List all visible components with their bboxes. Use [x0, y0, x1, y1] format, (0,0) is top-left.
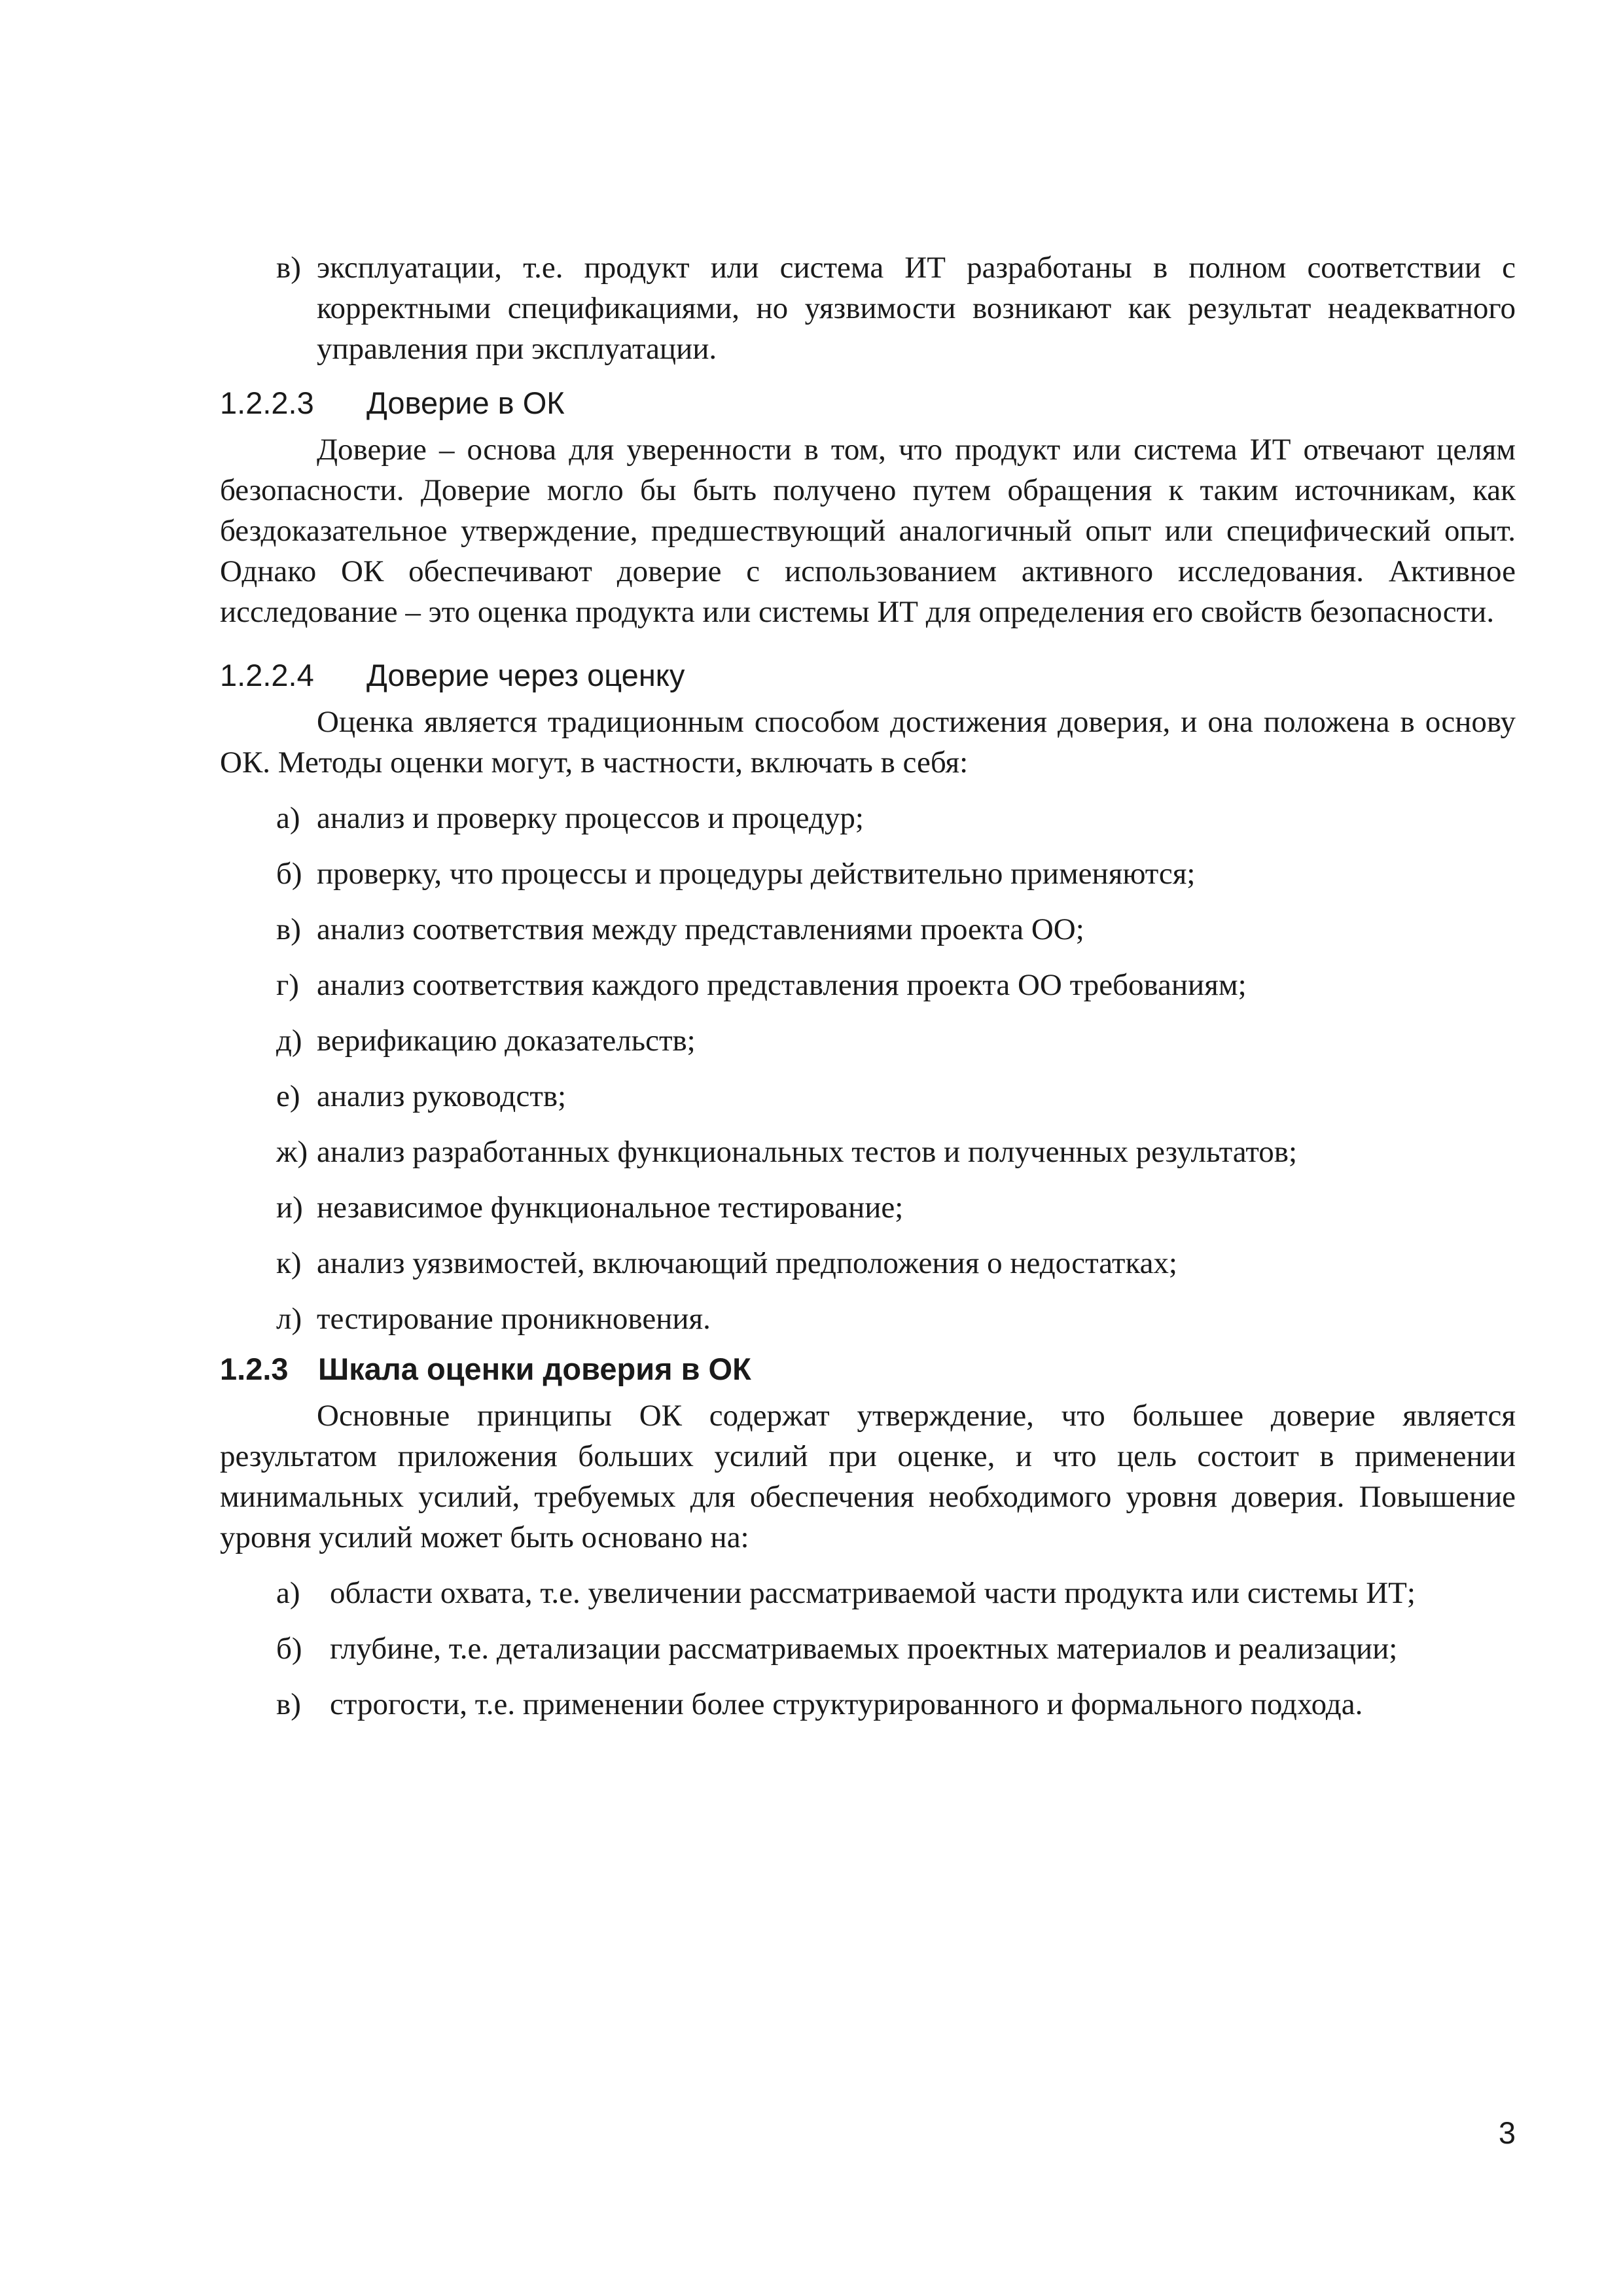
list-marker: в)	[276, 1687, 301, 1721]
section-heading-1-2-3	[220, 1350, 1516, 1389]
list-item	[220, 1684, 1516, 1725]
list-item	[220, 798, 1516, 838]
section-heading-1-2-2-4	[220, 656, 1516, 695]
list-item-text: независимое функциональное тестирование;	[317, 1191, 904, 1225]
list-marker: а)	[276, 801, 300, 835]
list-marker: к)	[276, 1246, 302, 1280]
list-marker: б)	[276, 1632, 302, 1666]
list-marker: б)	[276, 857, 302, 891]
section-number: 1.2.2.4	[220, 658, 314, 692]
list-marker: л)	[276, 1302, 302, 1336]
list-item-text: анализ и проверку процессов и процедур;	[317, 801, 864, 835]
list-item-text: верификацию доказательств;	[317, 1024, 696, 1058]
list-marker: а)	[276, 1576, 300, 1610]
section-title: Шкала оценки доверия в ОК	[318, 1352, 751, 1386]
list-item	[220, 1187, 1516, 1228]
list-item-text: тестирование проникновения.	[317, 1302, 711, 1336]
list-marker: г)	[276, 968, 299, 1002]
list-item-text: области охвата, т.е. увеличении рассматриваемой части продукта или системы ИТ;	[330, 1576, 1416, 1610]
paragraph-1-2-3: Основные принципы ОК содержат утверждение, что большее доверие является результатом приложения больших усилий при оценке, и что цель состоит в применении минимальных усилий, требуемых для обеспечения необходимого уровня доверия. Повышение уровня усилий может быть основано на:	[220, 1399, 1516, 1554]
list-item	[220, 1299, 1516, 1339]
section-title: Доверие в ОК	[366, 386, 565, 420]
section-number: 1.2.2.3	[220, 386, 314, 420]
list-item-text: эксплуатации, т.е. продукт или система ИТ разработаны в полном соответствии с корректными спецификациями, но уязвимости возникают как результат неадекватного управления при эксплуатации.	[317, 251, 1516, 366]
list-item-text: анализ разработанных функциональных тестов и полученных результатов;	[317, 1135, 1298, 1169]
list-item	[220, 1020, 1516, 1061]
list-item	[220, 1132, 1516, 1172]
page-number: 3	[1498, 2115, 1516, 2150]
list-item-text: строгости, т.е. применении более структурированного и формального подхода.	[330, 1687, 1363, 1721]
list-marker: д)	[276, 1024, 302, 1058]
list-item	[220, 1573, 1516, 1613]
list-item	[220, 1628, 1516, 1669]
section-heading-1-2-2-3	[220, 384, 1516, 423]
section-title: Доверие через оценку	[366, 658, 685, 692]
list-item	[220, 1243, 1516, 1283]
paragraph-1-2-2-3: Доверие – основа для уверенности в том, что продукт или система ИТ отвечают целям безопасности. Доверие могло бы быть получено путем обращения к таким источникам, как бездоказательное утверждение, предшествующий аналогичный опыт или специфический опыт. Однако ОК обеспечивают доверие с использованием активного исследования. Активное исследование – это оценка продукта или системы ИТ для определения его свойств безопасности.	[220, 433, 1516, 629]
list-item-text: анализ уязвимостей, включающий предположения о недостатках;	[317, 1246, 1177, 1280]
list-item	[220, 853, 1516, 894]
list-marker: и)	[276, 1191, 303, 1225]
section-number: 1.2.3	[220, 1352, 289, 1386]
evaluation-methods-list	[220, 798, 1516, 1339]
list-item-text: глубине, т.е. детализации рассматриваемых проектных материалов и реализации;	[330, 1632, 1398, 1666]
list-item-continued	[220, 247, 1516, 369]
list-marker: ж)	[276, 1135, 308, 1169]
list-item-text: анализ соответствия каждого представления проекта ОО требованиям;	[317, 968, 1247, 1002]
paragraph-1-2-2-4: Оценка является традиционным способом достижения доверия, и она положена в основу ОК. Методы оценки могут, в частности, включать в себя:	[220, 705, 1516, 780]
list-item-text: анализ руководств;	[317, 1079, 567, 1113]
document-page	[220, 247, 1516, 1725]
list-item	[220, 965, 1516, 1005]
list-item-text: анализ соответствия между представлениями проекта ОО;	[317, 912, 1084, 946]
list-marker: в)	[276, 251, 301, 285]
list-item-text: проверку, что процессы и процедуры действительно применяются;	[317, 857, 1196, 891]
list-item	[220, 1076, 1516, 1117]
effort-increase-list	[220, 1573, 1516, 1725]
list-marker: в)	[276, 912, 301, 946]
list-item	[220, 909, 1516, 950]
list-marker: е)	[276, 1079, 300, 1113]
